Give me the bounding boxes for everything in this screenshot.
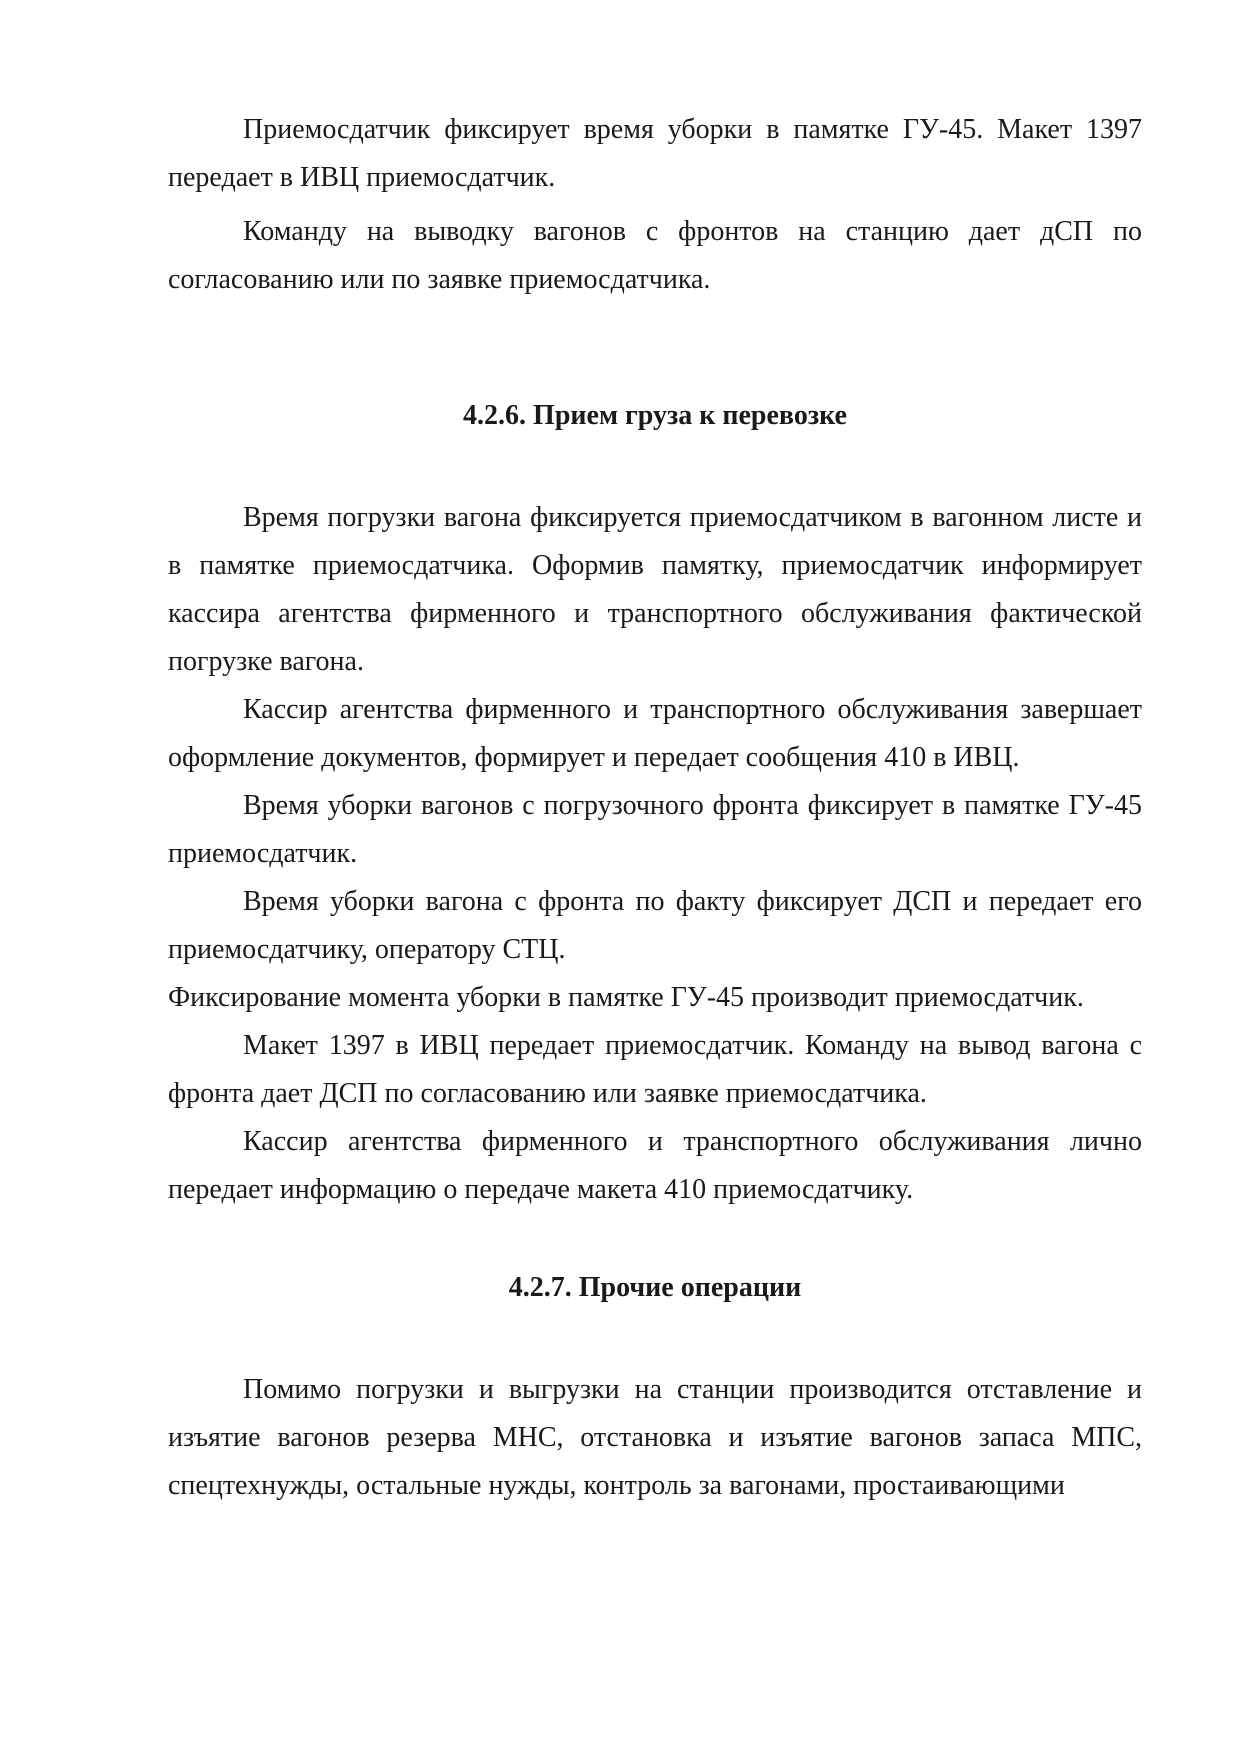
paragraph-cashier-informs: Кассир агентства фирменного и транспортного обслуживания лично передает информацию о передаче макета 410 приемосдатчику. [168, 1126, 1142, 1205]
paragraph-receiver-fixes-time: Приемосдатчик фиксирует время уборки в памятке ГУ-45. Макет 1397 передает в ИВЦ приемосдатчик. [168, 114, 1142, 193]
section-heading-4-2-6: 4.2.6. Прием груза к перевозке [463, 400, 847, 431]
paragraph-removal-time-gu45: Время уборки вагонов с погрузочного фронта фиксирует в памятке ГУ-45 приемосдатчик. [168, 790, 1142, 869]
paragraph-other-operations: Помимо погрузки и выгрузки на станции производится отставление и изъятие вагонов резерва МНС, отстановка и изъятие вагонов запаса МПС, спецтехнужды, остальные нужды, контроль за вагонами, простаивающими [168, 1374, 1142, 1501]
paragraph-mock-1397: Макет 1397 в ИВЦ передает приемосдатчик. Команду на вывод вагона с фронта дает ДСП по согласованию или заявке приемосдатчика. [168, 1030, 1142, 1109]
paragraph-dsp-fixes-time: Время уборки вагона с фронта по факту фиксирует ДСП и передает его приемосдатчику, оператору СТЦ. [168, 886, 1142, 965]
document-body [168, 106, 1142, 1510]
paragraph-cashier-documents: Кассир агентства фирменного и транспортного обслуживания завершает оформление документов, формирует и передает сообщения 410 в ИВЦ. [168, 694, 1142, 773]
paragraph-fixing-moment: Фиксирование момента уборки в памятке ГУ-45 производит приемосдатчик. [168, 982, 1084, 1013]
paragraph-loading-time: Время погрузки вагона фиксируется приемосдатчиком в вагонном листе и в памятке приемосдатчика. Оформив памятку, приемосдатчик информирует кассира агентства фирменного и транспортного обслуживания фактической погрузке вагона. [168, 502, 1142, 677]
section-heading-4-2-7: 4.2.7. Прочие операции [508, 1272, 802, 1303]
paragraph-wagon-removal-command: Команду на выводку вагонов с фронтов на станцию дает дСП по согласованию или по заявке приемосдатчика. [168, 216, 1142, 295]
